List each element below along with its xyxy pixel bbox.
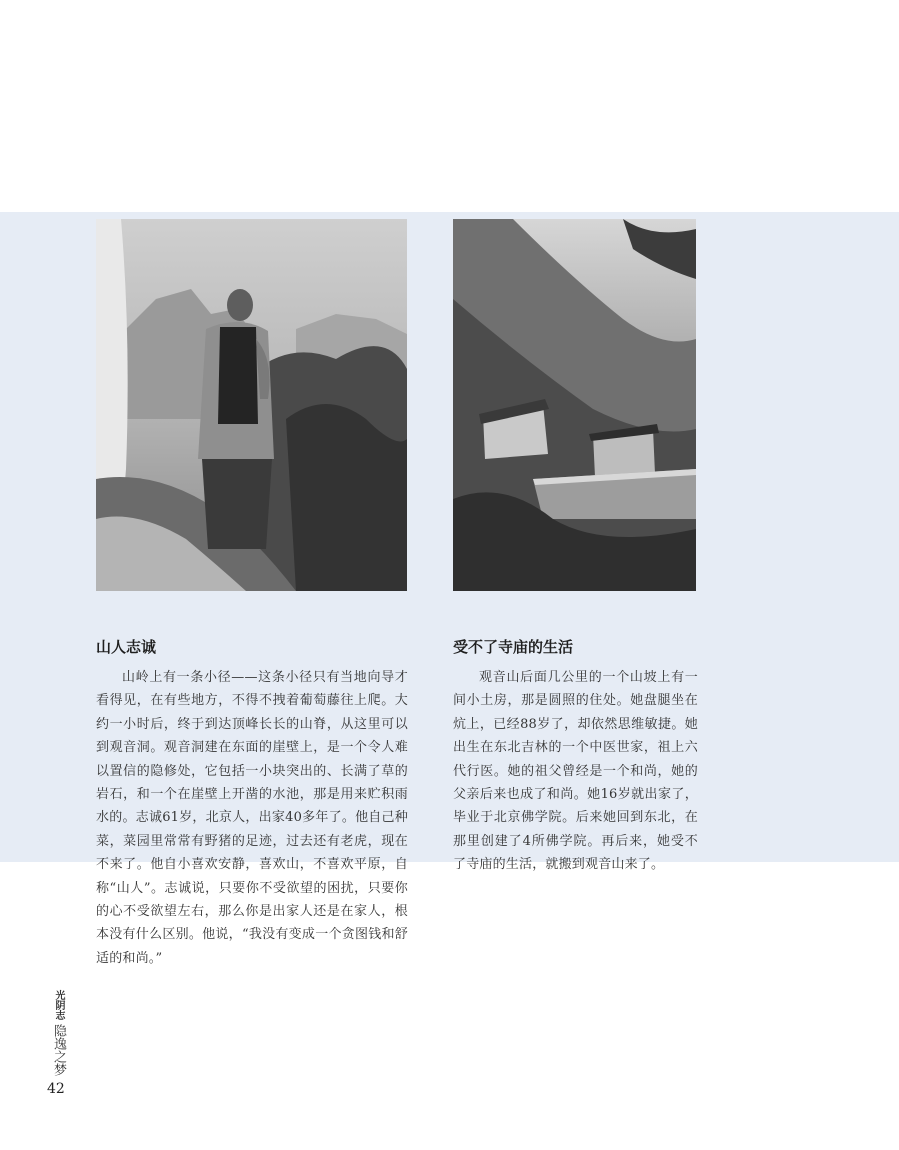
magazine-label: 光阴志 <box>53 990 64 1020</box>
article-left <box>96 636 408 970</box>
page-number: 42 <box>47 1081 65 1097</box>
article-heading: 受不了寺庙的生活 <box>453 638 574 656</box>
article-body: 山岭上有一条小径——这条小径只有当地向导才看得见，在有些地方，不得不拽着葡萄藤往上爬。大约一小时后，终于到达顶峰长长的山脊，从这里可以到观音洞。观音洞建在东面的崖壁上，是一个令人难以置信的隐修处，它包括一小块突出的、长满了草的岩石，和一个在崖壁上开凿的水池，那是用来贮积雨水的。志诚61岁，北京人，出家40多年了。他自己种菜，菜园里常常有野猪的足迹，过去还有老虎，现在不来了。他自小喜欢安静，喜欢山，不喜欢平原，自称“山人”。志诚说，只要你不受欲望的困扰，只要你的心不受欲望左右，那么你是出家人还是在家人，根本没有什么区别。他说，“我没有变成一个贪图钱和舒适的和尚。” <box>96 670 408 966</box>
article-heading: 山人志诚 <box>96 638 157 656</box>
section-title: 隐逸之梦 <box>51 1024 66 1077</box>
house-photo-graphic <box>453 219 696 591</box>
photo-hillside-house <box>453 219 696 591</box>
monk-photo-graphic <box>96 219 407 591</box>
article-right <box>453 636 698 877</box>
running-title <box>48 990 66 1076</box>
article-body: 观音山后面几公里的一个山坡上有一间小土房，那是圆照的住处。她盘腿坐在炕上，已经88岁了，却依然思维敏捷。她出生在东北吉林的一个中医世家，祖上六代行医。她的祖父曾经是一个和尚，她的父亲后来也成了和尚。她16岁就出家了，毕业于北京佛学院。后来她回到东北，在那里创建了4所佛学院。再后来，她受不了寺庙的生活，就搬到观音山来了。 <box>453 670 698 873</box>
photo-monk-on-mountain <box>96 219 407 591</box>
